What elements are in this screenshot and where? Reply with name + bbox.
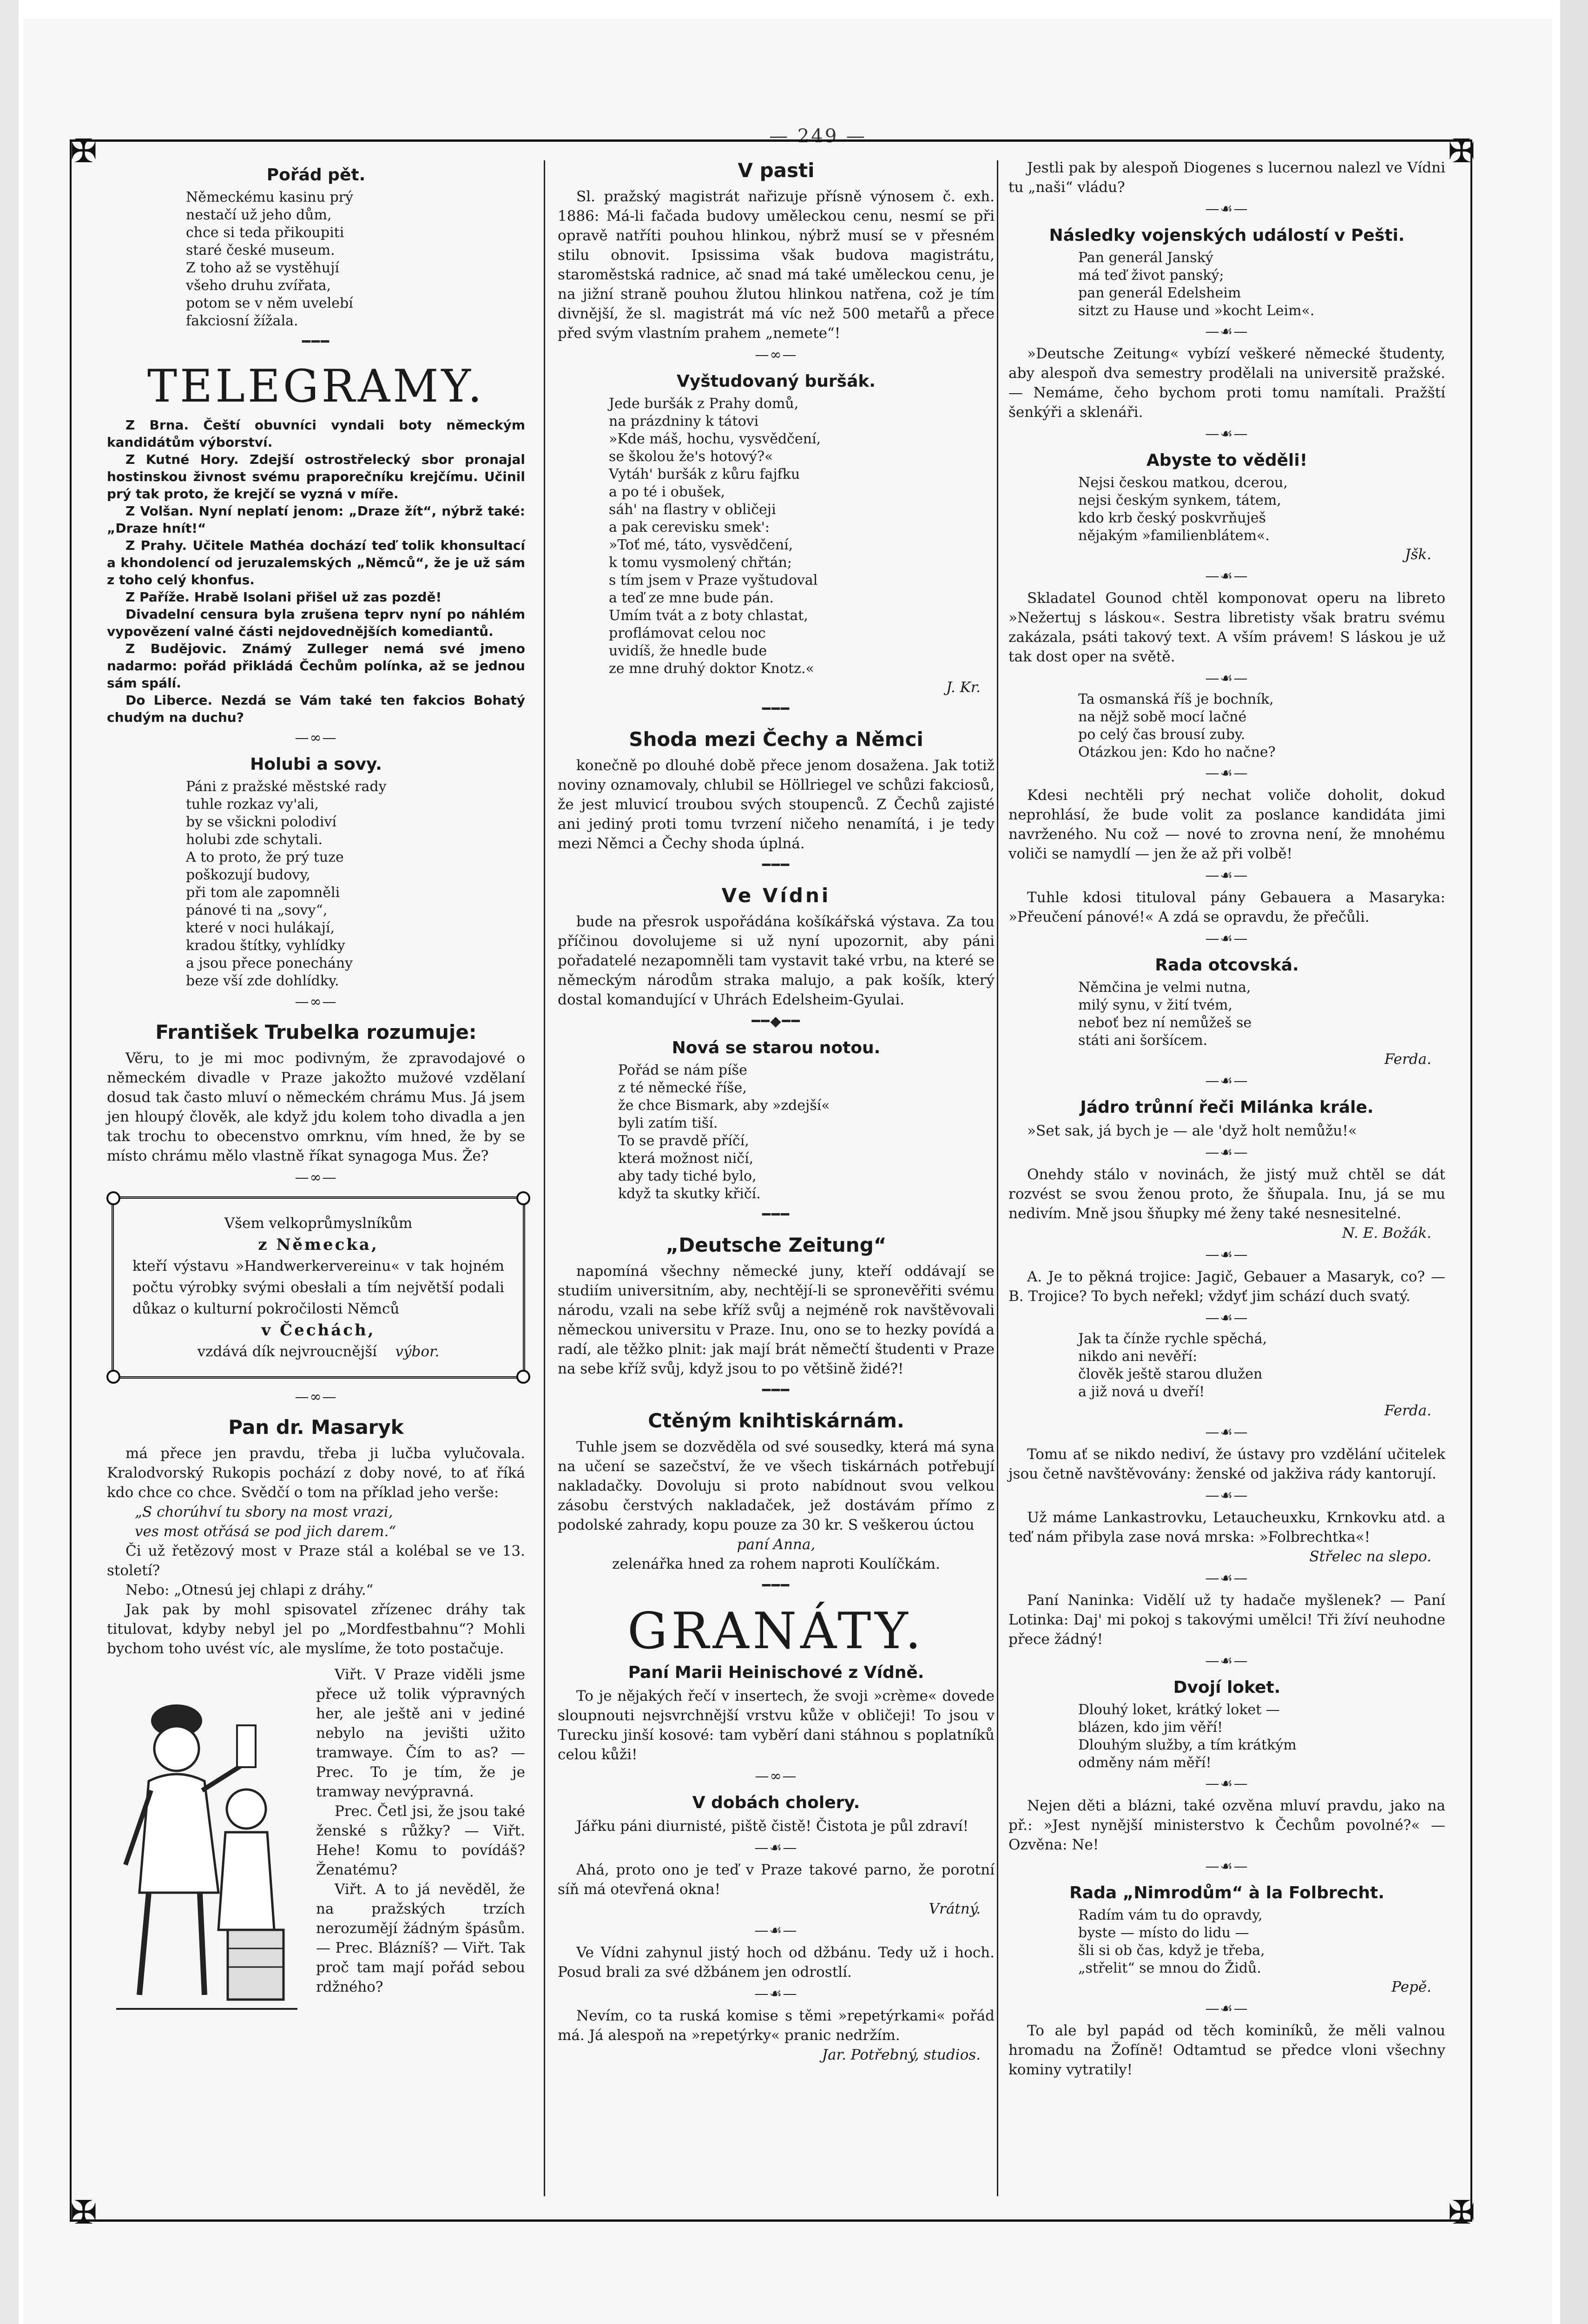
verse-line: kdo krb český poskvrňuješ xyxy=(1078,510,1266,526)
telegram-item: Z Prahy. Učitele Mathéa dochází teď tolik khonsultací a khondolencí od jeruzalemských „Němců“, že je už sám z toho celý khonfus. xyxy=(107,538,525,588)
poem-porad xyxy=(107,189,525,330)
verse-line: To se pravdě příčí, xyxy=(618,1133,749,1149)
column-rule xyxy=(997,160,998,2196)
verse-line: nikdo ani nevěří: xyxy=(1078,1348,1198,1365)
dialog-item: Prec. Četl jsi, že jsou také ženské s růžky? — Viřt. Hehe! Komu to povídáš? Ženatému? xyxy=(316,1803,525,1878)
dialog-item: Viřt. V Praze viděli jsme přece už tolik výpravných her, ale ještě ani v jediné nebylo na jevišti užito tramwaye. Čím to as? — Prec. To je tím, že je tramway nevýpravná. xyxy=(316,1666,525,1800)
verse-line: Ta osmanská říš je bochník, xyxy=(1078,691,1274,707)
article-body: Tuhle jsem se dozvěděla od své sousedky, která má syna na učení se sazečství, že ve všech tiskárnách potřebují nakladačky. Dovoluju si proto nabídnout svou velkou zásobu čerstvých nakladaček, jež dostávám přímo z podolské zahrady, kopu pouze za 30 kr. S veškerou úctou xyxy=(558,1439,995,1533)
signature: Střelec na slepo. xyxy=(1309,1548,1431,1565)
dash-ornament-icon: —☙— xyxy=(1205,1487,1249,1504)
verse-line: a teď ze mne bude pán. xyxy=(609,590,774,606)
verse-line: Jak ta čínže rychle spěchá, xyxy=(1078,1331,1267,1347)
dash-ornament-icon: —☙— xyxy=(1205,1247,1249,1263)
dash-ornament-icon: —☙— xyxy=(1205,568,1249,584)
article-title: Následky vojenských událostí v Pešti. xyxy=(1049,226,1405,245)
dash-ornament-icon: —∞— xyxy=(295,1169,337,1186)
verse-line: na nějž sobě mocí lačné xyxy=(1078,709,1247,725)
verse-line: na prázdniny k tátovi xyxy=(609,413,759,429)
poem-nasledky xyxy=(1008,249,1445,320)
verse-line: nejsi českým synkem, tátem, xyxy=(1078,492,1281,508)
verse-line: Radím vám tu do opravdy, xyxy=(1078,1907,1263,1923)
verse-line: že chce Bismark, aby »zdejší« xyxy=(618,1097,830,1114)
dash-ornament-icon: —☙— xyxy=(1205,1073,1249,1089)
article-title: Vyštudovaný buršák. xyxy=(677,372,876,391)
verse-line: a po té i obušek, xyxy=(609,484,725,500)
dash-ornament-icon: —∞— xyxy=(295,730,337,746)
dash-ornament-icon: —☙— xyxy=(1205,765,1249,781)
article-title: Nová se starou notou. xyxy=(672,1038,881,1057)
verse-line: fakciosní žížala. xyxy=(186,313,298,329)
article-body: Věru, to je mi moc podivným, že zpravodajové o německém divadle v Praze jakožto mužové vzdělaní dosud tak často mluví o německém chrámu Mus. Já jsem jen hloupý člověk, ale když jdu kolem toho divadla a jen tak trochu to obecenstvo omrknu, vím hned, že by se místo chrámu mělo vlastně říkat synagoga Mus. Že? xyxy=(107,1050,525,1164)
verse-line: uvidíš, že hnedle bude xyxy=(609,643,767,659)
verse-line: po celý čas brousí zuby. xyxy=(1078,726,1245,743)
article-body: Nejen děti a blázni, také ozvěna mluví pravdu, jako na př.: »Jest nynější ministerstvo k Čechům povolné?« — Ozvěna: Ne! xyxy=(1008,1797,1445,1853)
verse-line: tuhle rozkaz vy'ali, xyxy=(186,796,319,812)
verse-line: Pan generál Janský xyxy=(1078,250,1213,266)
verse-line: beze vší zde dohlídky. xyxy=(186,973,339,989)
verse-line: která možnost ničí, xyxy=(618,1150,754,1167)
article-body: bude na přesrok uspořádána košíkářská výstava. Za tou příčinou dovolujeme si už nyní upozornit, aby páni pořadatelé nezapomněli tam vystavit také vrbu, na které se německým národům straka malujo, a pak košík, který dostal komandující v Uhrách Edelsheim-Gyulai. xyxy=(558,913,995,1008)
article-title: Jádro trůnní řeči Milánka krále. xyxy=(1080,1098,1374,1117)
article-title: Rada otcovská. xyxy=(1155,956,1299,975)
verse-line: A to proto, že prý tuze xyxy=(186,849,344,865)
telegram-item: Z Kutné Hory. Zdejší ostrostřelecký sbor pronajal hostinskou živnost svému praporečníku krejčímu. Učinil prý tak proto, že krejčí se vyzná v míře. xyxy=(107,452,525,502)
poem-bursak xyxy=(558,395,995,678)
verse-line: člověk ještě starou dlužen xyxy=(1078,1366,1263,1382)
verse-line: poškozují budovy, xyxy=(186,867,310,883)
verse-line: a pak cerevisku smek': xyxy=(609,519,770,535)
scan-edge-left xyxy=(0,0,19,2324)
column-rule xyxy=(544,160,545,2196)
article-body: Už máme Lankastrovku, Letaucheuxku, Krnkovku atd. a teď nám přibyla zase nová mrska: »Folbrechtka«! xyxy=(1008,1509,1445,1545)
verse-line: Otázkou jen: Kdo ho načne? xyxy=(1078,744,1276,760)
article-body: Či už řetězový most v Praze stál a kolébal se ve 13. století? xyxy=(107,1543,525,1579)
advertisement-box xyxy=(112,1196,525,1379)
telegramy-title: TELEGRAMY. xyxy=(147,360,485,412)
verse-line: všeho druhu zvířata, xyxy=(186,277,331,294)
poem-abyste xyxy=(1008,474,1445,545)
column-1 xyxy=(107,158,525,2027)
ad-line: z Německa, xyxy=(258,1235,379,1254)
signature: Jar. Potřebný, studios. xyxy=(822,2047,981,2063)
quote-line: ves most otřásá se pod jich darem.“ xyxy=(135,1523,396,1540)
signature-line: zelenářka hned za rohem naproti Koulíčkám. xyxy=(612,1556,940,1572)
corner-dot-icon xyxy=(106,1370,120,1384)
dialog-section xyxy=(107,1665,525,1997)
article-title: Ctěným knihtiskárnám. xyxy=(648,1409,904,1432)
article-title: Pořád pět. xyxy=(266,165,366,185)
verse-line: Z toho až se vystěhují xyxy=(186,260,339,276)
article-title: Abyste to věděli! xyxy=(1146,451,1308,470)
verse-line: při tom ale zapomněli xyxy=(186,885,340,901)
dash-ornament-icon: —☙— xyxy=(754,1986,798,2002)
article-body: Ve Vídni zahynul jistý hoch od džbánu. Tedy už i hoch. Posud brali za své džbánem jen odrostlí. xyxy=(558,1944,995,1981)
dash-ornament-icon: —☙— xyxy=(1205,670,1249,687)
article-body: Tomu ať se nikdo nediví, že ústavy pro vzdělání učitelek jsou četně navštěvovány: ženské od jakživa rády kantorují. xyxy=(1008,1446,1445,1482)
article-title: V pasti xyxy=(738,159,815,182)
verse-line: staré české museum. xyxy=(186,242,335,258)
verse-line: Dlouhý loket, krátký loket — xyxy=(1078,1702,1280,1718)
verse-line: odměny nám měří! xyxy=(1078,1755,1212,1771)
ad-signoff xyxy=(132,1341,504,1362)
corner-ornament-icon: ✠ xyxy=(70,2193,98,2232)
dash-ornament-icon: ━━━ xyxy=(762,701,791,717)
dash-ornament-icon: —∞— xyxy=(295,1389,337,1405)
verse-line: milý synu, v žití tvém, xyxy=(1078,997,1232,1013)
telegram-item: Z Paříže. Hrabě Isolani přišel už zas pozdě! xyxy=(125,589,442,605)
verse-line: státi ani šoršícem. xyxy=(1078,1032,1208,1049)
dash-ornament-icon: ━━━ xyxy=(762,857,791,873)
corner-dot-icon xyxy=(516,1370,530,1384)
signature: Ferda. xyxy=(1384,1402,1431,1419)
poem-nova xyxy=(558,1062,995,1203)
article-title: Holubi a sovy. xyxy=(250,755,382,774)
column-2 xyxy=(558,158,995,2065)
signature: paní Anna, xyxy=(737,1536,816,1553)
dash-ornament-icon: ━━━ xyxy=(762,1207,791,1223)
article-title: Paní Marii Heinischové z Vídně. xyxy=(628,1663,924,1682)
dash-ornament-icon: —∞— xyxy=(755,1768,797,1784)
dash-ornament-icon: —☙— xyxy=(1205,201,1249,217)
verse-line: Jede buršák z Prahy domů, xyxy=(609,396,799,412)
corner-dot-icon xyxy=(516,1191,530,1205)
article-body: To je nějakých řečí v insertech, že svoji »crème« dovede sloupnouti nejsvrchnější vrstvu kůže v obličeji! To jsou v Turecku jinší kosové: tam vyběrí dani stáhnou s poplatníků celou kůži! xyxy=(558,1688,995,1763)
dash-ornament-icon: —☙— xyxy=(1205,324,1249,340)
verse-line: Umím tvát a z boty chlastat, xyxy=(609,607,808,624)
verse-line: a již nová u dveří! xyxy=(1078,1384,1205,1400)
verse-line: Pořád se nám píše xyxy=(618,1062,747,1078)
verse-line: šli si ob čas, když je třeba, xyxy=(1078,1942,1265,1959)
signature: Vrátný. xyxy=(929,1901,981,1917)
dash-ornament-icon: —☙— xyxy=(1205,867,1249,884)
dash-ornament-icon: —☙— xyxy=(1205,1310,1249,1326)
article-title: Pan dr. Masaryk xyxy=(228,1416,404,1439)
article-title: Rada „Nimrodům“ à la Folbrecht. xyxy=(1069,1883,1384,1902)
article-body: Jak pak by mohl spisovatel zřízenec dráhy tak titulovat, kdyby nebyl jel po „Mordfestbahnu“? Mohli bychom toho uvést víc, ale myslíme, že toto postačuje. xyxy=(107,1601,525,1657)
signature: J. Kr. xyxy=(946,679,981,696)
verse-line: sitzt zu Hause und »kocht Leim«. xyxy=(1078,303,1315,319)
signature: Jšk. xyxy=(1405,546,1431,563)
corner-dot-icon xyxy=(106,1191,120,1205)
verse-line: se školou že's hotový?« xyxy=(609,449,773,465)
poem-nimrod xyxy=(1008,1907,1445,1977)
dash-ornament-icon: —☙— xyxy=(1205,426,1249,442)
verse-line: k tomu vysmolený chřtán; xyxy=(609,555,792,571)
dash-ornament-icon: —☙— xyxy=(1205,1653,1249,1669)
article-body: Sl. pražský magistrát nařizuje přísně výnosem č. exh. 1886: Má-li fačada budovy uměleckou cenu, nesmí se při opravě natříti pouhou hlinkou, nýbrž musí se v přesném stilu obnovit. Ipsissima však budova magistrátu, staroměstská radnice, ač snad má také uměleckou cenu, je na jižní straně pouhou žlutou hlinkou natřena, což je tím divnější, že sl. magistrát má víc než 500 metařů a přece před svým vlastním prahem „nemete“! xyxy=(558,188,995,342)
article-body: Jářku páni diurnisté, piště čistě! Čistota je půl zdraví! xyxy=(576,1818,969,1835)
cartoon-illustration xyxy=(107,1670,307,2023)
verse-line: »Toť mé, táto, vysvědčení, xyxy=(609,537,793,553)
dash-ornament-icon: —☙— xyxy=(1205,2000,1249,2017)
verse-line: sáh' na flastry v obličeji xyxy=(609,502,776,518)
quote-line: „S chorúhví tu sbory na most vrazi, xyxy=(135,1504,393,1520)
article-title: „Deutsche Zeitung“ xyxy=(666,1234,887,1256)
verse-line: Němčina je velmi nutna, xyxy=(1078,979,1251,996)
article-body: napomíná všechny německé juny, kteří oddávají se studiím universitním, aby, nechtějí-li se spronevěřiti svému národu, vzali na sebe kříž svůj a nejméně rok navštěvovali německou universitu v Praze. Inu, ono se to hezky povídá a radí, ale těžko plnit: jak mají brát němečtí študenti v Praze na sebe kříž svůj, když jsou to po většině židé?! xyxy=(558,1263,995,1377)
dash-ornament-icon: —☙— xyxy=(1205,1424,1249,1440)
verse-line: potom se v něm uvelebí xyxy=(186,295,353,311)
corner-ornament-icon: ✠ xyxy=(1448,2193,1476,2232)
article-title: V dobách cholery. xyxy=(692,1793,860,1812)
telegram-item: Do Liberce. Nezdá se Vám také ten fakcios Bohatý chudým na duchu? xyxy=(107,693,525,725)
poem-cinze xyxy=(1008,1330,1445,1401)
poem-dvoji xyxy=(1008,1701,1445,1772)
article-body: Ahá, proto ono je teď v Praze takové parno, že porotní síň má otevřená okna! xyxy=(558,1862,995,1898)
dialog-item: Viřt. A to já nevěděl, že na pražských trzích nerozumějí žádným špásům. — Prec. Blázníš? — Viřt. Tak proč tam mají pořád sebou rdžného? xyxy=(316,1881,525,1995)
dash-ornament-icon: —∞— xyxy=(295,994,337,1010)
verse-line: blázen, kdo jim věří! xyxy=(1078,1719,1223,1736)
article-body: Nebo: „Otnesú jej chlapi z dráhy.“ xyxy=(125,1582,374,1598)
dash-ornament-icon: —☙— xyxy=(1205,1570,1249,1586)
verse-line: byli zatím tiší. xyxy=(618,1115,718,1131)
poem-rada xyxy=(1008,979,1445,1050)
article-body: Kdesi nechtěli prý nechat voliče doholit, dokud neprohlásí, že bude volit za poslance kandidáta jimi navrženého. Nu což — nové to zrovna není, že mnohému voliči se namydlí — jen že až při volbě! xyxy=(1008,787,1445,862)
verse-line: Dlouhým služby, a tím krátkým xyxy=(1078,1737,1297,1753)
verse-line: pánové ti na „sovy“, xyxy=(186,902,328,918)
article-body: Jestli pak by alespoň Diogenes s lucernou nalezl ve Vídni tu „naši“ vládu? xyxy=(1008,159,1445,196)
verse-line: nestačí už jeho dům, xyxy=(186,207,332,223)
column-3 xyxy=(1008,158,1445,2080)
verse-line: Vytáh' buršák z kůru fajfku xyxy=(609,466,800,482)
ad-line: kteří výstavu »Handwerkervereinu« v tak hojném počtu výrobky svými obesłali a tím největší podali důkaz o kulturní pokročilosti Němců xyxy=(132,1258,504,1317)
scan-edge-right xyxy=(1560,0,1588,2324)
article-body: »Set sak, já bych je — ale 'dyž holt nemůžu!« xyxy=(1027,1122,1357,1139)
corner-ornament-icon: ✠ xyxy=(70,132,98,170)
signature: N. E. Božák. xyxy=(1342,1225,1431,1241)
article-body: Onehdy stálo v novinách, že jistý muž chtěl se dát rozvést se svou ženou proto, že šňupala. Inu, já se mu nedivím. Mně jsou šňupky mé ženy také nesnesitelné. xyxy=(1008,1166,1445,1222)
ad-signature: výbor. xyxy=(395,1343,440,1360)
ad-thanks: vzdává dík nejvroucnější xyxy=(197,1343,377,1360)
article-body: Paní Naninka: Vidělí už ty hadače myšlenek? — Paní Lotinka: Daj' mi pokoj s takovými umělci! Tři žíví neuhodne přece žádný! xyxy=(1008,1592,1445,1648)
telegram-item: Z Volšan. Nyní neplatí jenom: „Draze žít“, nýbrž také: „Draze hnít!“ xyxy=(107,503,525,536)
article-body: »Deutsche Zeitung« vybízí veškeré německé študenty, aby alespoň dva semestry prodělali na universitě pražské. — Nemáme, čeho bychom proti tomu namítali. Pražští šenkýři a sklenáři. xyxy=(1008,345,1445,421)
article-body: Tuhle kdosi tituloval pány Gebauera a Masaryka: »Přeučení pánové!« A zdá se opravdu, že přečůli. xyxy=(1008,889,1445,925)
verse-line: když ta skutky křičí. xyxy=(618,1186,761,1202)
article-title: Shoda mezi Čechy a Němci xyxy=(629,728,923,751)
verse-line: a jsou přece ponechány xyxy=(186,955,353,971)
dash-ornament-icon: —☙— xyxy=(1205,1858,1249,1875)
verse-line: »Kde máš, hochu, vysvědčení, xyxy=(609,431,821,447)
poem-holubi xyxy=(107,778,525,990)
dash-ornament-icon: —∞— xyxy=(755,347,797,363)
verse-line: „střelit“ se mnou do Židů. xyxy=(1078,1960,1261,1976)
article-title: František Trubelka rozumuje: xyxy=(155,1021,477,1043)
verse-line: Páni z pražské městské rady xyxy=(186,779,387,795)
article-body: konečně po dlouhé době přece jenom dosažena. Jak totiž noviny oznamovaly, chlubil se Höllriegel ve schůzi fakciosů, že jest mluvicí troubou svých stoupenců. Z Čechů zajisté ani jediný proti tomu tvrzení ničeho nenamítá, i je tedy mezi Němci a Čechy shoda úplná. xyxy=(558,757,995,852)
quote xyxy=(107,1502,525,1541)
verse-line: aby tady tiché bylo, xyxy=(618,1168,757,1184)
corner-ornament-icon: ✠ xyxy=(1448,132,1476,170)
article-body: A. Je to pěkná trojice: Jagič, Gebauer a Masaryk, co? — B. Trojice? To bych neřekl; vždyť jim schází duch svatý. xyxy=(1008,1268,1445,1305)
dash-ornament-icon: ━━━ xyxy=(762,1578,791,1594)
verse-line: byste — místo do lidu — xyxy=(1078,1925,1249,1941)
verse-line: pan generál Edelsheim xyxy=(1078,285,1241,301)
article-body: Nevím, co ta ruská komise s těmi »repetýrkami« pořád má. Já alespoň na »repetýrky« pranic nedržím. xyxy=(558,2007,995,2044)
article-body: Skladatel Gounod chtěl komponovat operu na libreto »Nežertuj s láskou«. Sestra libretisty však bratru svému zakázala, psáti takový text. A vším právem! S láskou je už tak dost oper na světě. xyxy=(1008,590,1445,665)
verse-line: by se všickni polodiví xyxy=(186,814,337,830)
article-title: Dvojí loket. xyxy=(1173,1678,1281,1697)
dash-ornament-icon: —☙— xyxy=(754,1922,798,1939)
dash-ornament-icon: ━━━ xyxy=(762,1382,791,1399)
verse-line: s tím jsem v Praze vyštudoval xyxy=(609,572,818,588)
verse-line: z té německé říše, xyxy=(618,1080,747,1096)
article-body: To ale byl papád od těch kominíků, že měli valnou hromadu na Žofíně! Odtamtud se předce vloni všechny kominy vytratily! xyxy=(1008,2022,1445,2078)
dash-ornament-icon: —☙— xyxy=(1205,1144,1249,1161)
verse-line: chce si teda přikoupiti xyxy=(186,224,344,241)
telegram-item: Z Brna. Čeští obuvníci vyndali boty německým kandidátům výborství. xyxy=(107,417,525,450)
verse-line: které v noci hulákají, xyxy=(186,920,335,936)
verse-line: Německému kasinu prý xyxy=(186,189,353,205)
dash-ornament-icon: —☙— xyxy=(1205,931,1249,947)
page-number: — 249 — xyxy=(769,125,867,147)
article-title: Ve Vídni xyxy=(721,884,831,907)
dash-ornament-icon: —☙— xyxy=(1205,1776,1249,1792)
article-body: má přece jen pravdu, třeba ji lučba vylučovala. Kralodvorský Rukopis pochází z doby nové, to ať říká kdo chce co chce. Svědčí o tom na příklad jeho verše: xyxy=(107,1445,525,1501)
verse-line: kradou štítky, vyhlídky xyxy=(186,938,345,954)
verse-line: neboť bez ní nemůžeš se xyxy=(1078,1015,1252,1031)
ad-line: Všem velkoprůmyslníkům xyxy=(224,1215,413,1232)
verse-line: holubi zde schytali. xyxy=(186,832,323,848)
verse-line: proflámovat celou noc xyxy=(609,625,766,641)
verse-line: nějakým »familienblátem«. xyxy=(1078,528,1270,544)
verse-line: ze mne druhý doktor Knotz.« xyxy=(609,660,814,677)
signature: Pepě. xyxy=(1391,1979,1431,1995)
ad-line: v Čechách, xyxy=(261,1321,376,1340)
telegram-item: Divadelní censura byla zrušena teprv nyní po náhlém vypovězení valné části nejdovednějších komediantů. xyxy=(107,607,525,639)
poem-osman xyxy=(1008,691,1445,761)
granaty-title: GRANÁTY. xyxy=(627,1602,925,1660)
dash-ornament-icon: —☙— xyxy=(754,1840,798,1856)
dash-ornament-icon: ━━◆━━ xyxy=(751,1013,801,1030)
verse-line: Nejsi českou matkou, dcerou, xyxy=(1078,475,1288,491)
dash-ornament-icon: ━━━ xyxy=(302,334,330,350)
signature: Ferda. xyxy=(1384,1051,1431,1068)
verse-line: má teď život panský; xyxy=(1078,267,1224,284)
telegram-item: Z Budějovic. Známý Zulleger nemá své jmeno nadarmo: pořád přikládá Čechům polínka, až se jednou sám spálí. xyxy=(107,641,525,691)
